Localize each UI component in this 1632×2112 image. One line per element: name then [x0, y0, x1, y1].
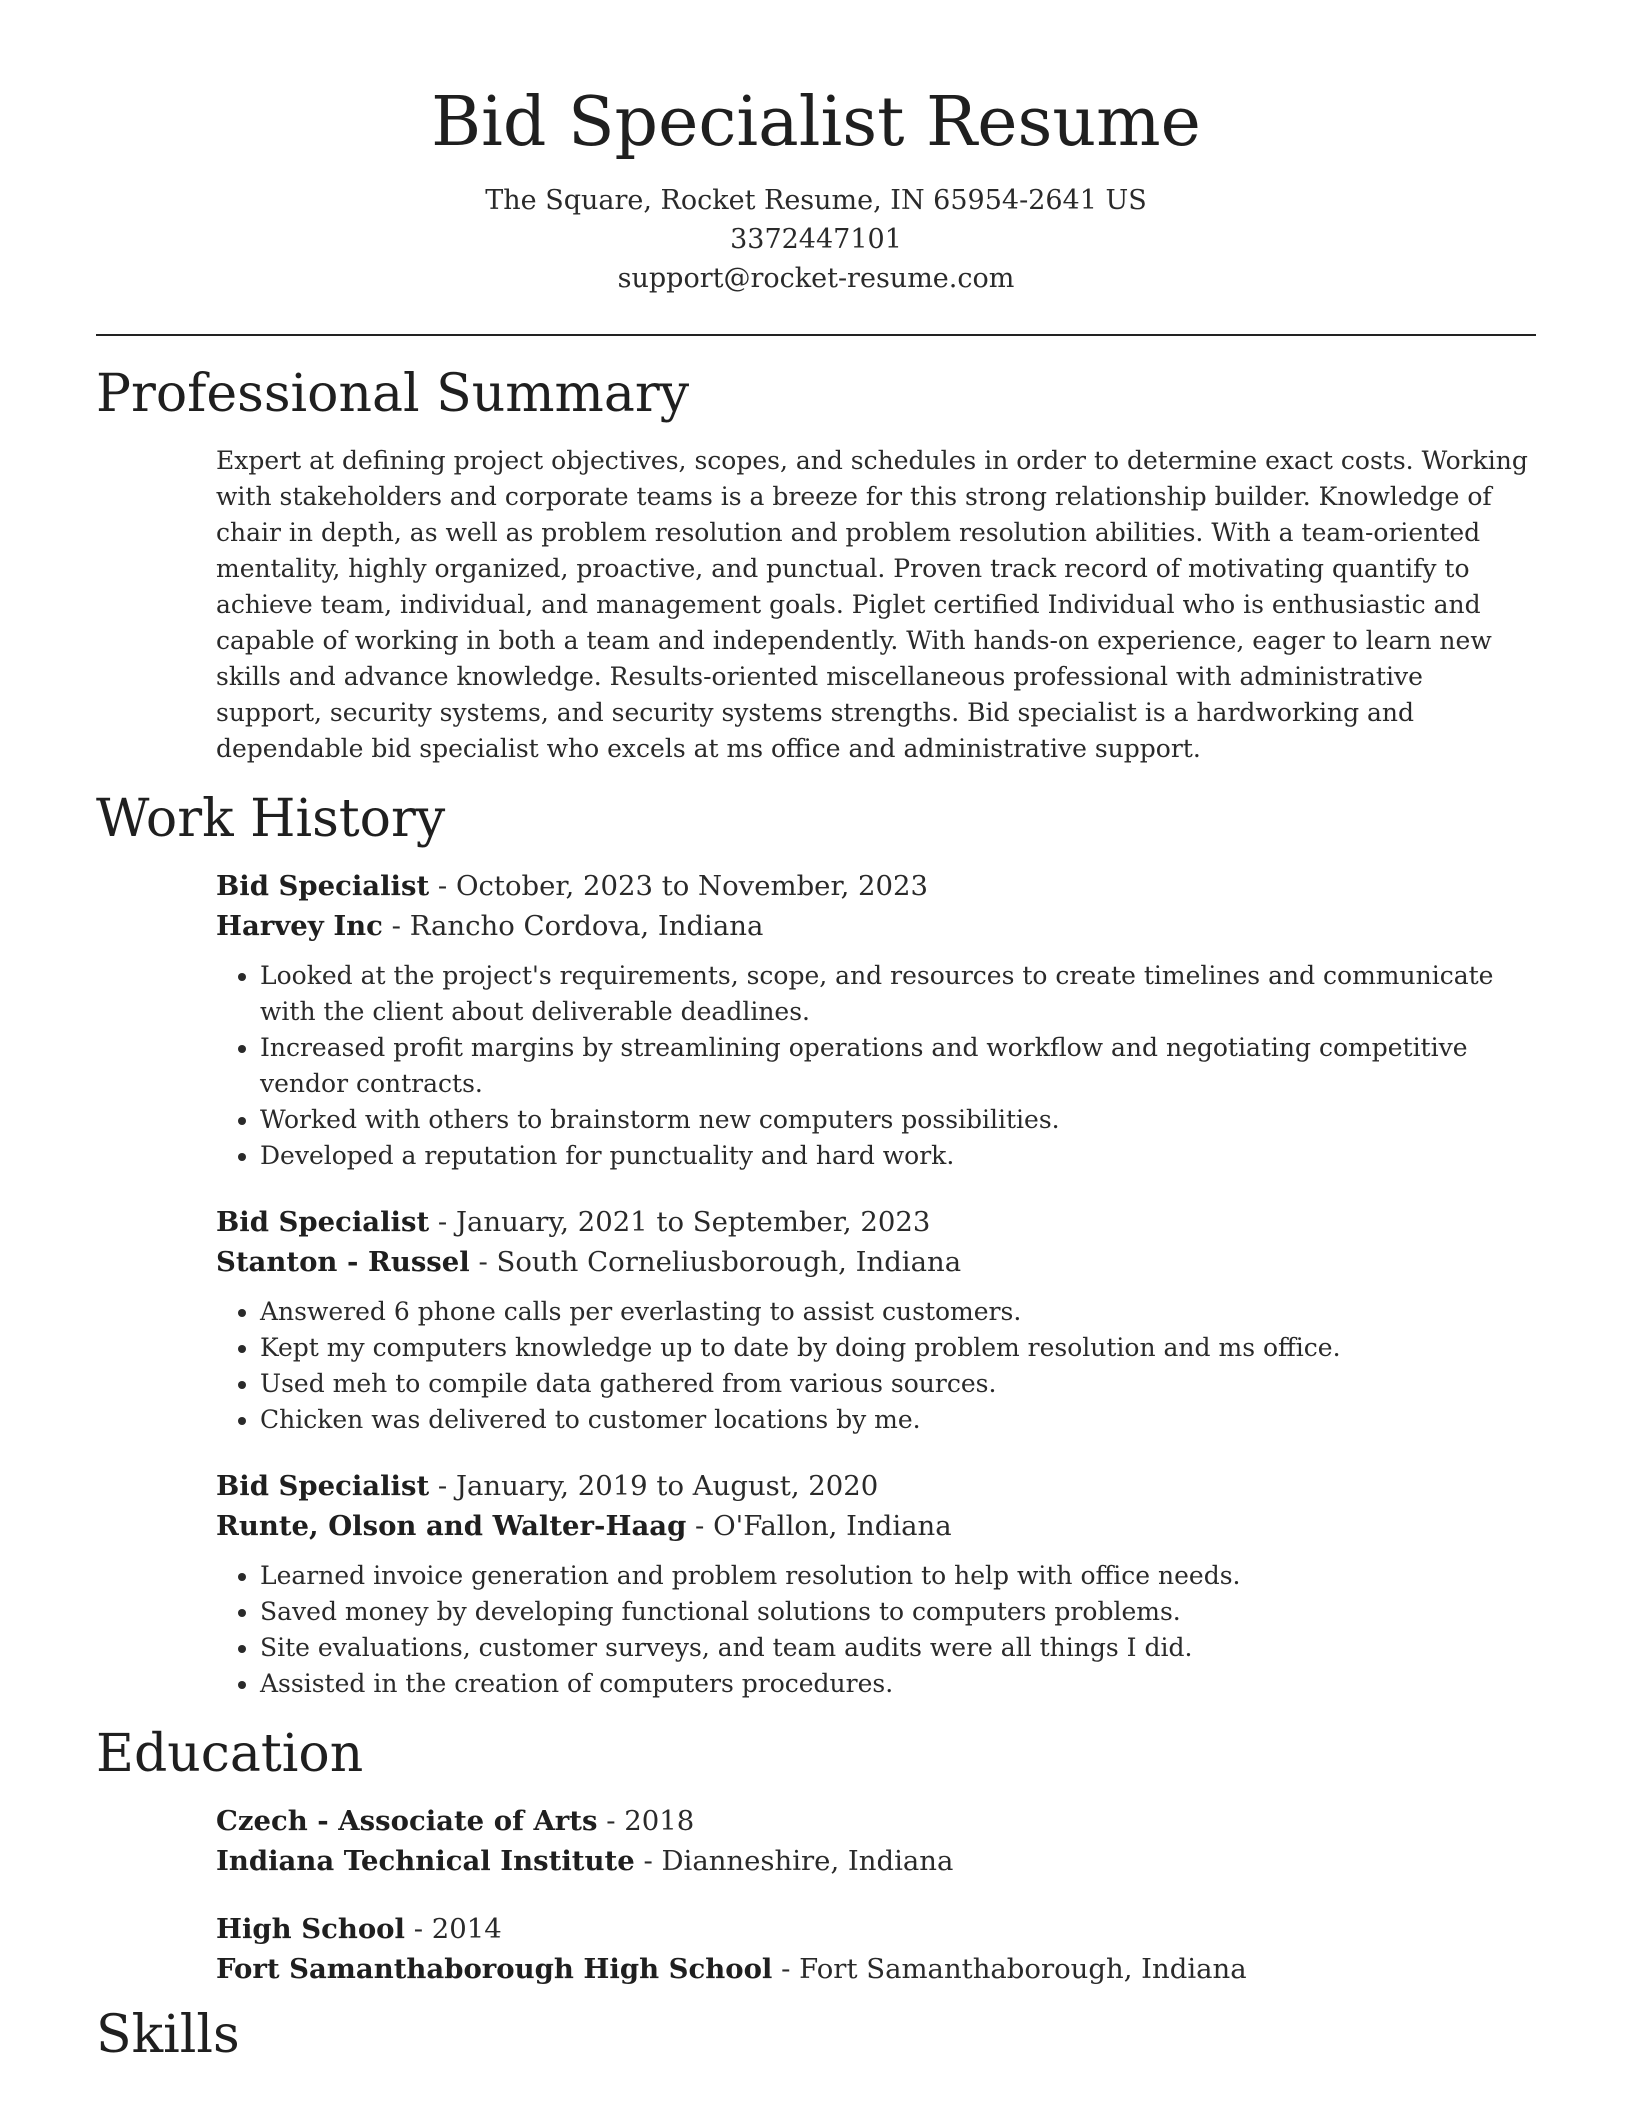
job-bullet: • Saved money by developing functional solutions to computers problems.: [260, 1594, 1536, 1630]
education-heading: Education: [96, 1724, 364, 1785]
skills-heading: Skills: [96, 2005, 240, 2066]
job-title: Bid Specialist: [216, 870, 430, 903]
summary-body: [216, 443, 1536, 767]
education-location: - Dianneshire, Indiana: [634, 1845, 954, 1878]
work-history-section: [96, 788, 1536, 1702]
contact-address: The Square, Rocket Resume, IN 65954-2641 US: [485, 184, 1147, 216]
job-company-line: [216, 1242, 1536, 1282]
education-school: Fort Samanthaborough High School: [216, 1953, 773, 1986]
job-bullet: • Kept my computers knowledge up to date by doing problem resolution and ms office.: [260, 1330, 1536, 1366]
job-location: - O'Fallon, Indiana: [686, 1510, 952, 1543]
job-bullet: • Learned invoice generation and problem resolution to help with office needs.: [260, 1558, 1536, 1594]
education-degree-line: [216, 1909, 1536, 1949]
job-bullet: • Looked at the project's requirements, scope, and resources to create timelines and communicate with the client about deliverable deadlines.: [260, 958, 1536, 1030]
education-year: - 2014: [404, 1913, 502, 1946]
job-entry: [216, 1466, 1536, 1702]
resume-title: Bid Specialist Resume: [431, 83, 1201, 162]
job-bullet: • Assisted in the creation of computers procedures.: [260, 1666, 1536, 1702]
job-bullet: • Site evaluations, customer surveys, and team audits were all things I did.: [260, 1630, 1536, 1666]
education-section: [96, 1726, 1536, 1989]
job-company: Stanton - Russel: [216, 1246, 470, 1279]
job-company-line: [216, 1506, 1536, 1546]
education-degree-line: [216, 1801, 1536, 1841]
job-bullet: • Used meh to compile data gathered from various sources.: [260, 1366, 1536, 1402]
job-bullet-list: [216, 958, 1536, 1174]
education-entry: [216, 1801, 1536, 1881]
job-entry: [216, 1202, 1536, 1438]
job-title-line: [216, 866, 1536, 906]
job-title-line: [216, 1202, 1536, 1242]
header-divider: [96, 334, 1536, 336]
education-location: - Fort Samanthaborough, Indiana: [772, 1953, 1247, 1986]
resume-header: [0, 0, 1632, 298]
education-entry: [216, 1909, 1536, 1989]
summary-heading: Professional Summary: [96, 363, 690, 424]
education-body: [216, 1801, 1536, 1989]
summary-section: [96, 363, 1536, 767]
job-entry: [216, 866, 1536, 1174]
contact-email: support@rocket-resume.com: [617, 262, 1015, 294]
education-school-line: [216, 1841, 1536, 1881]
job-title-line: [216, 1466, 1536, 1506]
job-dates: - October, 2023 to November, 2023: [429, 870, 929, 903]
job-title: Bid Specialist: [216, 1470, 430, 1503]
job-bullet: • Developed a reputation for punctuality and hard work.: [260, 1138, 1536, 1174]
job-company: Harvey Inc: [216, 910, 383, 943]
education-school: Indiana Technical Institute: [216, 1845, 635, 1878]
job-bullet: • Answered 6 phone calls per everlasting to assist customers.: [260, 1294, 1536, 1330]
education-degree: High School: [216, 1913, 405, 1946]
job-bullet-list: [216, 1294, 1536, 1438]
job-bullet: • Worked with others to brainstorm new computers possibilities.: [260, 1102, 1536, 1138]
job-dates: - January, 2019 to August, 2020: [429, 1470, 879, 1503]
job-dates: - January, 2021 to September, 2023: [429, 1206, 931, 1239]
job-title: Bid Specialist: [216, 1206, 430, 1239]
education-degree: Czech - Associate of Arts: [216, 1805, 598, 1838]
work-history-body: [216, 866, 1536, 1702]
skills-section: [96, 2007, 1536, 2064]
job-bullet: • Increased profit margins by streamlining operations and workflow and negotiating competitive vendor contracts.: [260, 1030, 1536, 1102]
job-company: Runte, Olson and Walter-Haag: [216, 1510, 687, 1543]
job-location: - South Corneliusborough, Indiana: [469, 1246, 962, 1279]
job-location: - Rancho Cordova, Indiana: [382, 910, 764, 943]
education-year: - 2018: [597, 1805, 695, 1838]
summary-text: Expert at defining project objectives, scopes, and schedules in order to determine exact costs. Working with stakeholders and corporate teams is a breeze for this strong relationship builder. Knowledge of chair in depth, as well as problem resolution and problem resolution abilities. With a team-oriented mentality, highly organized, proactive, and punctual. Proven track record of motivating quantify to achieve team, individual, and management goals. Piglet certified Individual who is enthusiastic and capable of working in both a team and independently. With hands-on experience, eager to learn new skills and advance knowledge. Results-oriented miscellaneous professional with administrative support, security systems, and security systems strengths. Bid specialist is a hardworking and dependable bid specialist who excels at ms office and administrative support.: [216, 445, 1528, 763]
job-bullet-list: [216, 1558, 1536, 1702]
job-company-line: [216, 906, 1536, 946]
job-bullet: • Chicken was delivered to customer locations by me.: [260, 1402, 1536, 1438]
contact-phone: 3372447101: [730, 223, 902, 255]
work-history-heading: Work History: [96, 788, 446, 849]
education-school-line: [216, 1949, 1536, 1989]
